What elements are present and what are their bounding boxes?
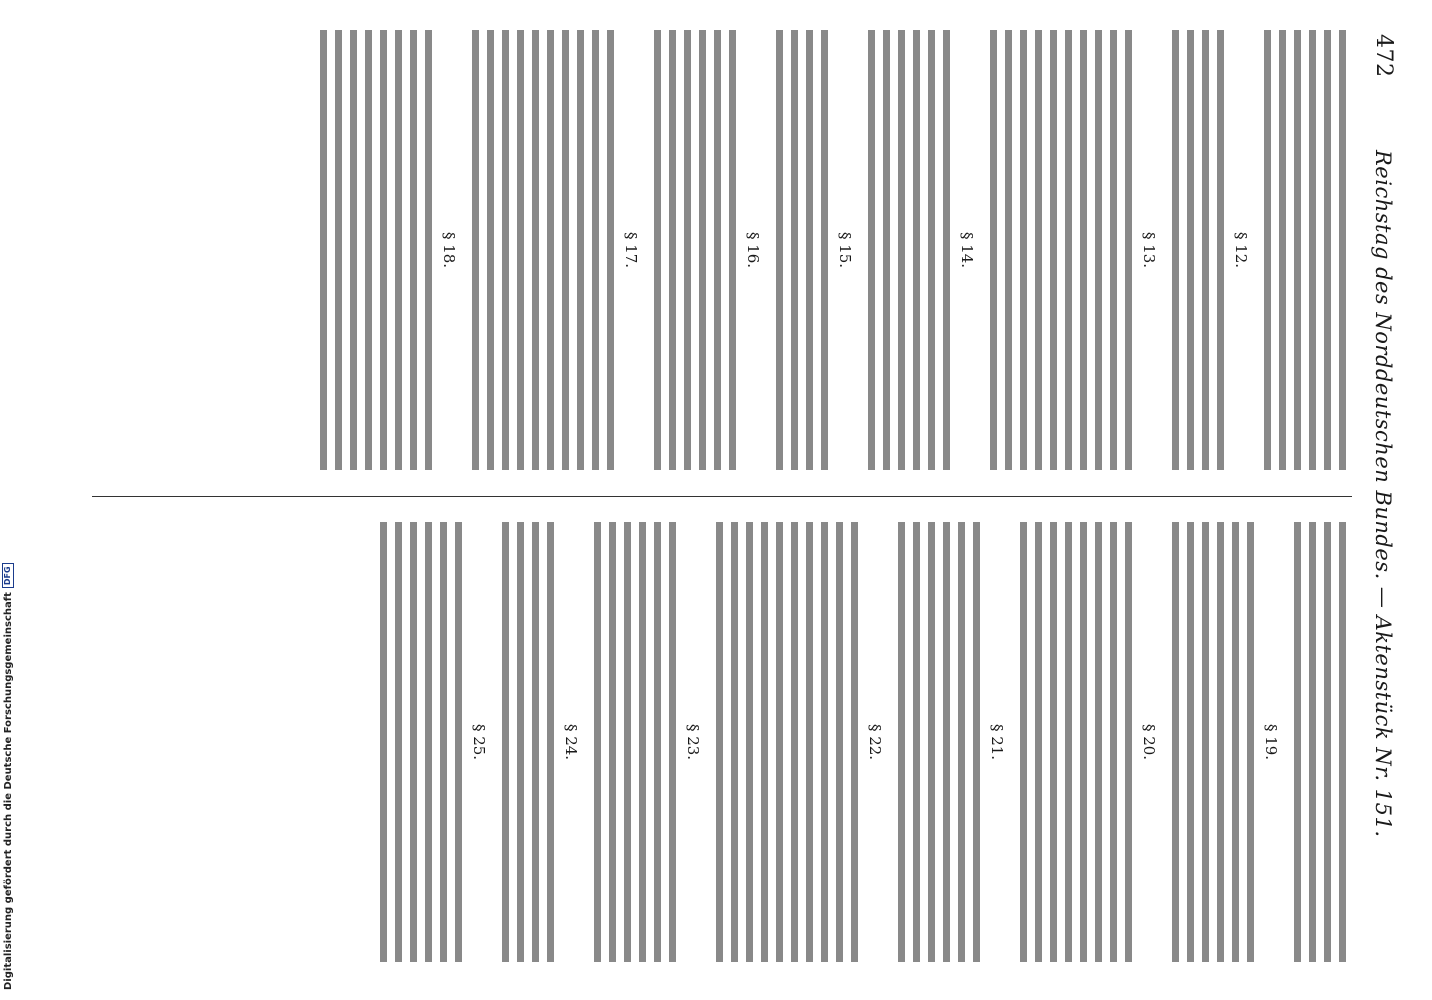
digitization-credit [2, 563, 14, 990]
section-heading: § 23. [684, 723, 702, 761]
text-block [864, 30, 954, 470]
text-block [468, 30, 618, 470]
digitization-credit-text: Digitalisierung gefördert durch die Deutsche Forschungsgemeinschaft [2, 592, 14, 990]
section-heading: § 12. [1232, 231, 1250, 269]
column-divider [92, 496, 1352, 497]
text-block [1260, 30, 1350, 470]
section-heading: § 22. [866, 723, 884, 761]
page-header-title: Reichstag des Norddeutschen Bundes. — Aktenstück Nr. 151. [1371, 150, 1395, 838]
text-block [376, 522, 466, 962]
section-heading: § 16. [744, 231, 762, 269]
scanned-page [60, 30, 1400, 970]
running-head [1366, 30, 1400, 970]
text-block [316, 30, 436, 470]
section-heading: § 18. [440, 231, 458, 269]
section-heading: § 17. [622, 231, 640, 269]
text-block [1016, 522, 1136, 962]
section-heading: § 15. [836, 231, 854, 269]
section-heading: § 24. [562, 723, 580, 761]
text-block [1168, 522, 1258, 962]
text-block [590, 522, 680, 962]
section-heading: § 25. [470, 723, 488, 761]
text-block [1290, 522, 1350, 962]
page-number: 472 [1371, 34, 1396, 78]
section-heading: § 20. [1140, 723, 1158, 761]
text-block [650, 30, 740, 470]
right-column [70, 522, 1350, 962]
left-column [70, 30, 1350, 470]
text-block [894, 522, 984, 962]
text-block [1168, 30, 1228, 470]
section-heading: § 21. [988, 723, 1006, 761]
text-block [712, 522, 862, 962]
text-block [986, 30, 1136, 470]
text-block [498, 522, 558, 962]
section-heading: § 13. [1140, 231, 1158, 269]
dfg-logo: DFG [2, 563, 14, 588]
section-heading: § 19. [1262, 723, 1280, 761]
digitization-strip [0, 0, 20, 1000]
text-block [772, 30, 832, 470]
section-heading: § 14. [958, 231, 976, 269]
